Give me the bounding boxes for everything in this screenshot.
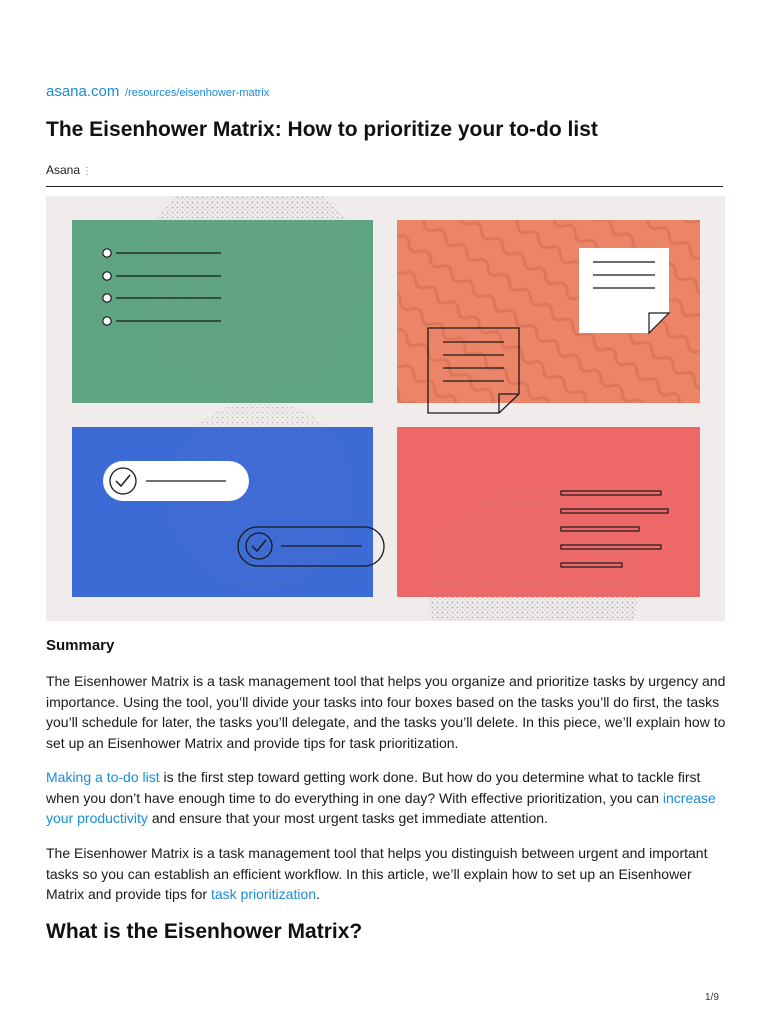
header-divider (46, 186, 723, 187)
author-byline (46, 163, 92, 177)
intro-text-1: is the first step toward getting work done. But how do you determine what to tackle first when you don’t have enough time to do everything in one day? With effective prioritization, you can (46, 769, 701, 806)
source-path-link[interactable]: /resources/eisenhower-matrix (125, 87, 270, 99)
increase-productivity-link[interactable]: increase your productivity (46, 789, 716, 826)
task-prioritization-link[interactable]: task prioritization (210, 886, 317, 902)
section-heading: What is the Eisenhower Matrix? (46, 920, 363, 943)
description-text-1: The Eisenhower Matrix is a task management tool that helps you distinguish between urgent and important tasks so you can establish an efficient workflow. In this article, we’ll explain how to set up an Eisenhower Matrix and provide tips for (46, 845, 708, 902)
description-text-2: . (316, 886, 320, 902)
intro-paragraph (46, 767, 726, 829)
author-name: Asana (46, 163, 81, 177)
page-number: 1/9 (705, 992, 719, 1003)
description-paragraph (46, 843, 726, 905)
summary-heading: Summary (46, 637, 115, 654)
intro-text-2: and ensure that your most urgent tasks get immediate attention. (147, 810, 548, 826)
article-title: The Eisenhower Matrix: How to prioritize your to-do list (46, 118, 598, 141)
source-url[interactable] (46, 83, 269, 100)
making-todo-list-link[interactable]: Making a to-do list (46, 769, 160, 785)
hero-illustration (46, 196, 725, 621)
summary-paragraph: The Eisenhower Matrix is a task management tool that helps you organize and prioritize tasks by urgency and importance. Using the tool, you’ll divide your tasks into four boxes based on the tasks you’ll do first, the tasks you’ll schedule for later, the tasks you’ll delegate, and the tasks you’ll delete. In this piece, we’ll explain how to set up an Eisenhower Matrix and provide tips for task prioritization. (46, 673, 726, 751)
source-domain-link[interactable]: asana.com (46, 83, 120, 100)
more-menu-icon[interactable]: ⋮ (82, 166, 93, 177)
